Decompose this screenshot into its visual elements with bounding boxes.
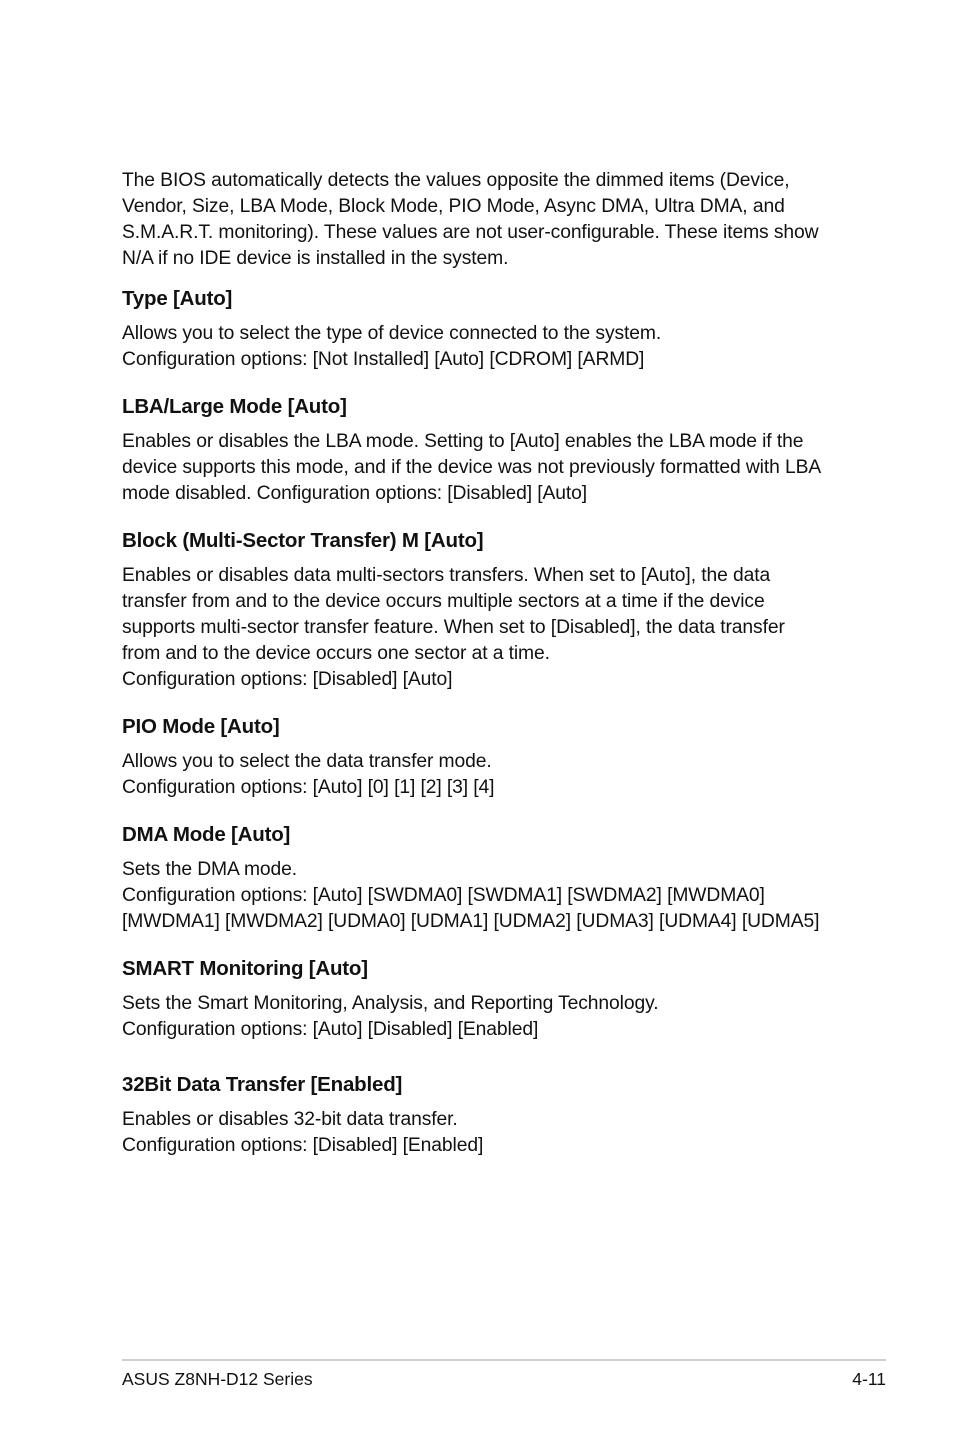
section-heading: PIO Mode [Auto] bbox=[122, 715, 280, 738]
body-line: Sets the Smart Monitoring, Analysis, and Reporting Technology. bbox=[122, 993, 659, 1014]
intro-line: The BIOS automatically detects the values opposite the dimmed items (Device, bbox=[122, 170, 790, 191]
body-line: from and to the device occurs one sector at a time. bbox=[122, 643, 550, 664]
intro-line: N/A if no IDE device is installed in the system. bbox=[122, 248, 509, 269]
section-body bbox=[122, 749, 852, 801]
section-dma-mode bbox=[122, 822, 852, 935]
body-line: transfer from and to the device occurs multiple sectors at a time if the device bbox=[122, 591, 765, 612]
footer-divider bbox=[122, 1359, 886, 1361]
section-block-multi-sector bbox=[122, 528, 852, 693]
body-line: Enables or disables data multi-sectors transfers. When set to [Auto], the data bbox=[122, 565, 771, 586]
section-lba-large-mode bbox=[122, 394, 852, 507]
body-line: Allows you to select the type of device connected to the system. bbox=[122, 323, 662, 344]
body-line: Enables or disables the LBA mode. Setting to [Auto] enables the LBA mode if the bbox=[122, 431, 804, 452]
body-line: Configuration options: [Auto] [SWDMA0] [SWDMA1] [SWDMA2] [MWDMA0] bbox=[122, 885, 765, 906]
body-line: Configuration options: [Disabled] [Auto] bbox=[122, 669, 453, 690]
body-line: [MWDMA1] [MWDMA2] [UDMA0] [UDMA1] [UDMA2] [UDMA3] [UDMA4] [UDMA5] bbox=[122, 911, 820, 932]
section-heading: Type [Auto] bbox=[122, 287, 233, 310]
section-body bbox=[122, 1107, 852, 1159]
intro-paragraph bbox=[122, 168, 852, 272]
section-body bbox=[122, 563, 852, 693]
body-line: Sets the DMA mode. bbox=[122, 859, 298, 880]
body-line: Configuration options: [Not Installed] [Auto] [CDROM] [ARMD] bbox=[122, 349, 645, 370]
section-body bbox=[122, 991, 852, 1043]
intro-line: S.M.A.R.T. monitoring). These values are not user-configurable. These items show bbox=[122, 222, 819, 243]
section-32bit-data-transfer bbox=[122, 1072, 852, 1159]
body-line: Configuration options: [Disabled] [Enabled] bbox=[122, 1135, 484, 1156]
body-line: Configuration options: [Auto] [Disabled] [Enabled] bbox=[122, 1019, 539, 1040]
section-heading: LBA/Large Mode [Auto] bbox=[122, 395, 347, 418]
section-body bbox=[122, 321, 852, 373]
footer-page-number: 4-11 bbox=[852, 1369, 886, 1389]
footer-product-name: ASUS Z8NH-D12 Series bbox=[122, 1369, 313, 1389]
section-pio-mode bbox=[122, 714, 852, 801]
intro-line: Vendor, Size, LBA Mode, Block Mode, PIO Mode, Async DMA, Ultra DMA, and bbox=[122, 196, 785, 217]
section-smart-monitoring bbox=[122, 956, 852, 1043]
page-content bbox=[122, 168, 852, 1159]
body-line: supports multi-sector transfer feature. When set to [Disabled], the data transfer bbox=[122, 617, 785, 638]
body-line: mode disabled. Configuration options: [Disabled] [Auto] bbox=[122, 483, 588, 504]
body-line: device supports this mode, and if the device was not previously formatted with LBA bbox=[122, 457, 822, 478]
section-body bbox=[122, 857, 852, 935]
section-heading: SMART Monitoring [Auto] bbox=[122, 957, 368, 980]
section-body bbox=[122, 429, 852, 507]
section-heading: DMA Mode [Auto] bbox=[122, 823, 291, 846]
section-type bbox=[122, 286, 852, 373]
body-line: Allows you to select the data transfer mode. bbox=[122, 751, 492, 772]
body-line: Enables or disables 32-bit data transfer. bbox=[122, 1109, 458, 1130]
section-heading: Block (Multi-Sector Transfer) M [Auto] bbox=[122, 529, 484, 552]
section-heading: 32Bit Data Transfer [Enabled] bbox=[122, 1073, 403, 1096]
body-line: Configuration options: [Auto] [0] [1] [2] [3] [4] bbox=[122, 777, 495, 798]
